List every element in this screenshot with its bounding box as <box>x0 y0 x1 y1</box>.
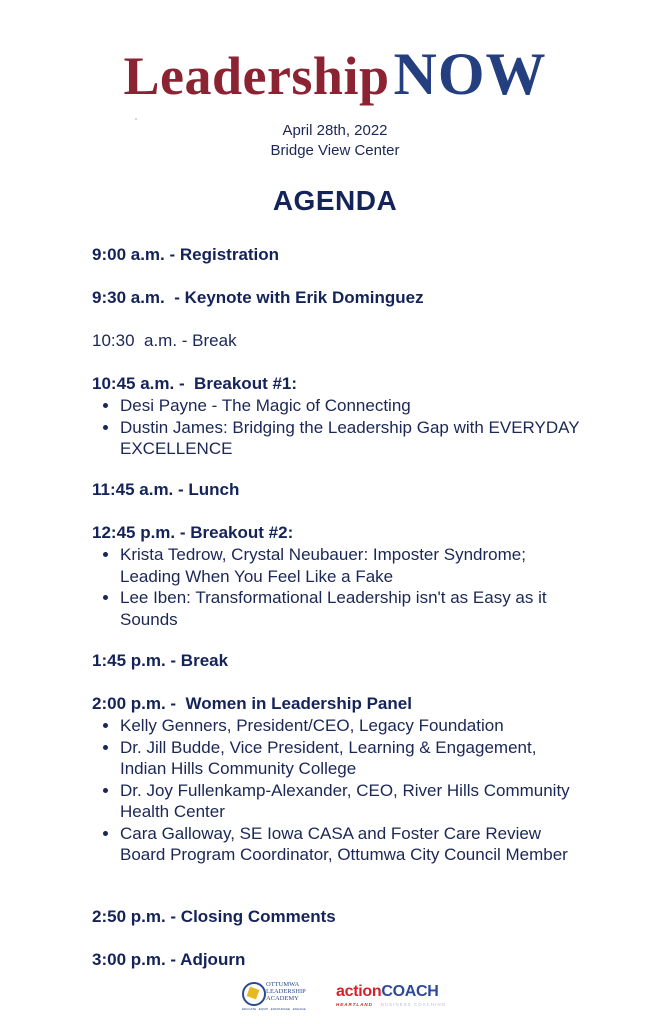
event-title <box>0 40 670 109</box>
event-date: April 28th, 2022 <box>282 122 388 139</box>
agenda-item-break-1: 10:30 a.m. - Break <box>92 331 237 350</box>
agenda-item-break-2: 1:45 p.m. - Break <box>92 651 229 670</box>
event-venue: Bridge View Center <box>270 142 400 159</box>
agenda-item-lunch: 11:45 a.m. - Lunch <box>92 480 240 499</box>
actioncoach-wordmark: actionCOACH <box>336 983 439 1000</box>
agenda-item-adjourn: 3:00 p.m. - Adjourn <box>92 950 246 969</box>
title-now: NOW <box>393 41 547 107</box>
sponsor-logos <box>240 980 460 1012</box>
ottumwa-leadership-academy-logo <box>240 980 320 1012</box>
agenda-item-closing: 2:50 p.m. - Closing Comments <box>92 907 336 926</box>
breakout-1-sessions <box>100 395 580 460</box>
panel-members <box>100 715 580 866</box>
decorative-dot <box>135 118 137 120</box>
ola-wordmark: OTTUMWA LEADERSHIP ACADEMY <box>266 981 306 1002</box>
ola-tagline: EDUCATE · EQUIP · ENCOURAGE · ENGAGE <box>242 1007 306 1011</box>
list-item: • Dustin James: Bridging the Leadership Gap with EVERYDAY EXCELLENCE <box>120 417 580 460</box>
breakout-2-sessions <box>100 544 580 630</box>
list-item: • Desi Payne - The Magic of Connecting <box>120 395 580 417</box>
list-item: • Dr. Joy Fullenkamp-Alexander, CEO, River Hills Community Health Center <box>120 780 580 823</box>
list-item: • Krista Tedrow, Crystal Neubauer: Imposter Syndrome; Leading When You Feel Like a Fake <box>120 544 580 587</box>
list-item: • Lee Iben: Transformational Leadership isn't as Easy as it Sounds <box>120 587 580 630</box>
actioncoach-logo <box>336 983 456 1011</box>
list-item: • Kelly Genners, President/CEO, Legacy Foundation <box>120 715 580 737</box>
agenda-heading: AGENDA <box>272 185 398 216</box>
agenda-item-keynote: 9:30 a.m. - Keynote with Erik Dominguez <box>92 288 424 307</box>
actioncoach-subline: HEARTLAND BUSINESS COACHING <box>336 1002 447 1007</box>
list-item: • Cara Galloway, SE Iowa CASA and Foster Care Review Board Program Coordinator, Ottumwa City Council Member <box>120 823 580 866</box>
agenda-item-panel: 2:00 p.m. - Women in Leadership Panel <box>92 694 412 713</box>
agenda-item-breakout-2: 12:45 p.m. - Breakout #2: <box>92 523 294 542</box>
agenda-item-registration: 9:00 a.m. - Registration <box>92 245 280 264</box>
agenda-item-breakout-1: 10:45 a.m. - Breakout #1: <box>92 374 298 393</box>
title-leadership: Leadership <box>123 46 390 106</box>
list-item: • Dr. Jill Budde, Vice President, Learning & Engagement, Indian Hills Community College <box>120 737 580 780</box>
